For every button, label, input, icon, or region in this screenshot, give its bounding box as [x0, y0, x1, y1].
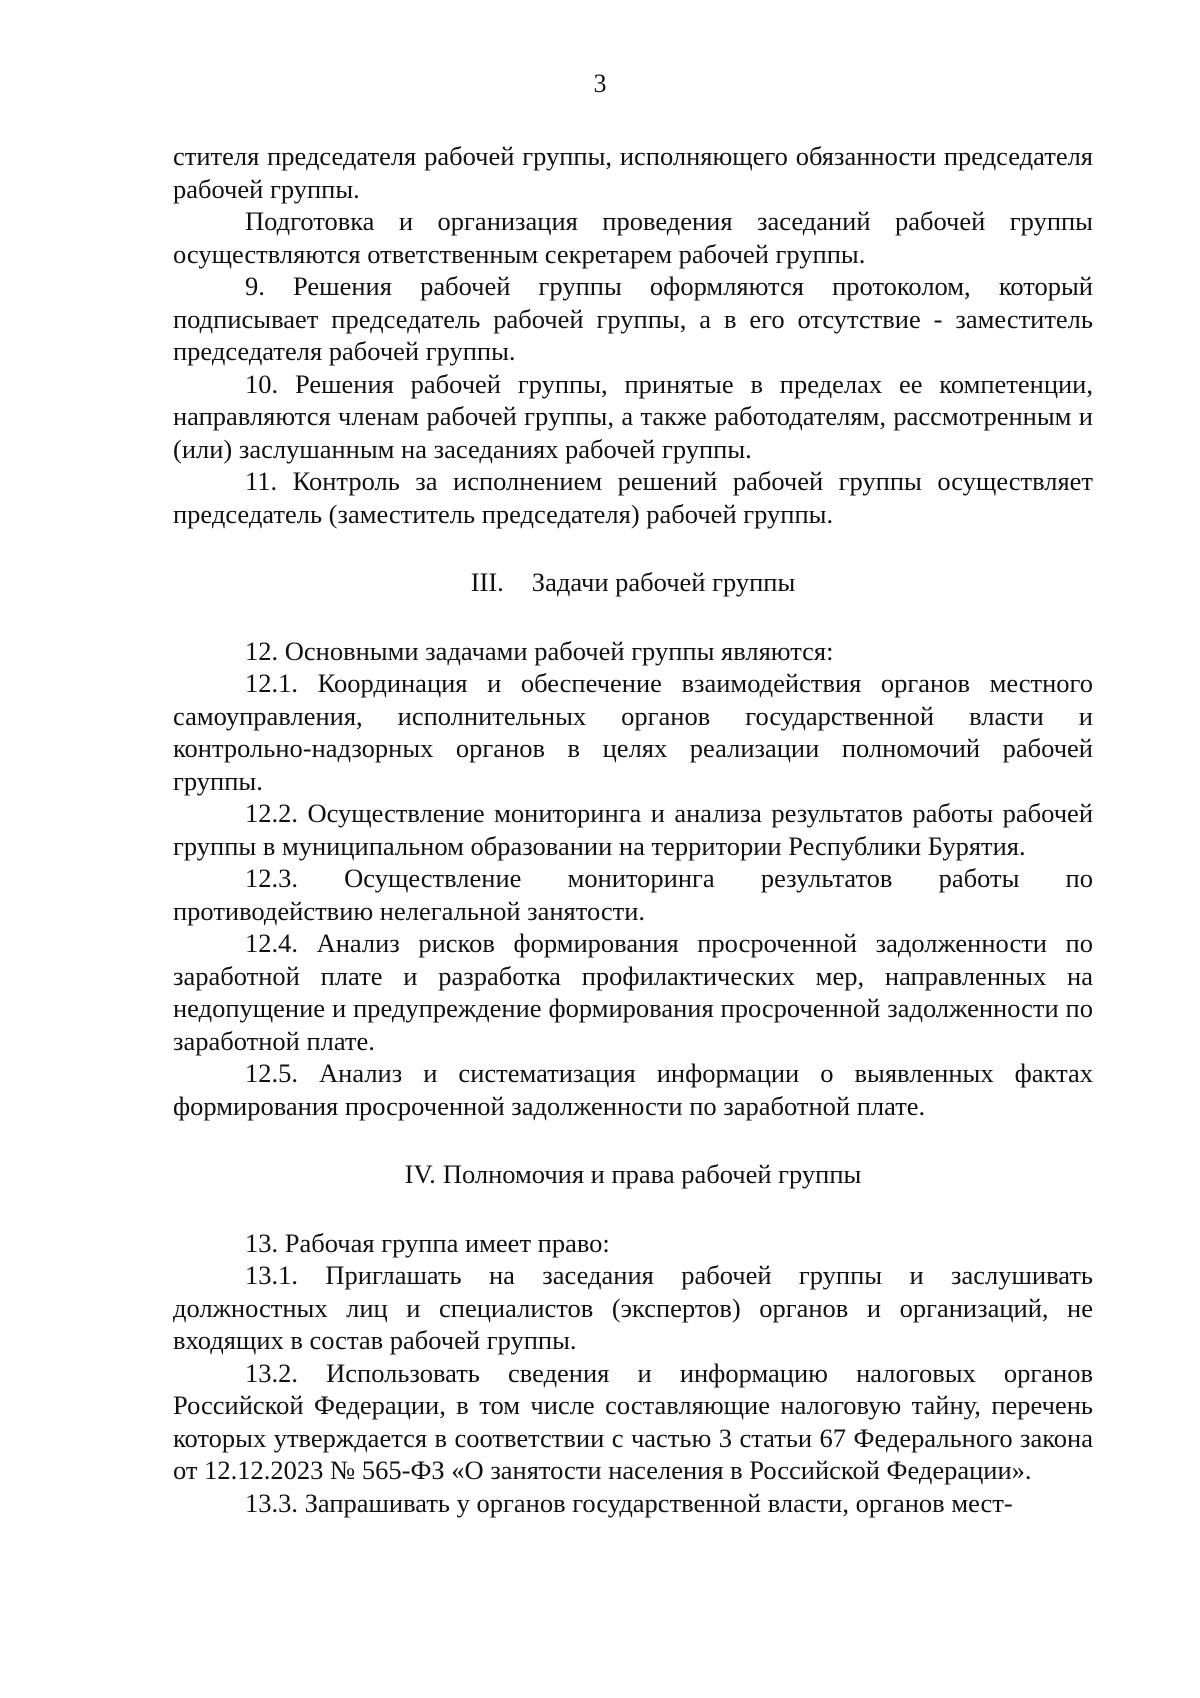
- section-heading-4: [173, 1158, 1093, 1191]
- paragraph-13: 13. Рабочая группа имеет право:: [245, 1227, 610, 1258]
- paragraph-preparation: Подготовка и организация проведения заседаний рабочей группы осуществляются ответственным секретарем рабочей группы.: [173, 206, 1093, 269]
- paragraph-13-1: 13.1. Приглашать на заседания рабочей группы и заслушивать должностных лиц и специалистов (экспертов) органов и организаций, не входящих в состав рабочей группы.: [173, 1260, 1093, 1355]
- paragraph-10: 10. Решения рабочей группы, принятые в пределах ее компетенции, направляются членам рабочей группы, а также работодателям, рассмотренным и (или) заслушанным на заседаниях рабочей группы.: [173, 368, 1093, 464]
- section-title-3: Задачи рабочей группы: [531, 567, 796, 597]
- page-number: 3: [593, 69, 607, 98]
- section-number-4: IV.: [404, 1159, 436, 1189]
- paragraph-9: 9. Решения рабочей группы оформляются протоколом, который подписывает председатель рабочей группы, а в его отсутствие - заместитель председателя рабочей группы.: [173, 271, 1093, 366]
- paragraph-12-1: 12.1. Координация и обеспечение взаимодействия органов местного самоуправления, исполнительных органов государственной власти и контрольно-надзорных органов в целях реализации полномочий рабочей группы.: [173, 668, 1093, 796]
- paragraph-12-2: 12.2. Осуществление мониторинга и анализа результатов работы рабочей группы в муниципальном образовании на территории Республики Бурятия.: [173, 798, 1093, 861]
- paragraph-13-3: 13.3. Запрашивать у органов государственной власти, органов мест-: [245, 1487, 1013, 1518]
- paragraph-continuation: стителя председателя рабочей группы, исполняющего обязанности председателя рабочей группы.: [173, 141, 1093, 204]
- paragraph-12-4: 12.4. Анализ рисков формирования просроченной задолженности по заработной плате и разработка профилактических мер, направленных на недопущение и предупреждение формирования просроченной задолженности по заработной плате.: [173, 928, 1093, 1056]
- paragraph-13-2: 13.2. Использовать сведения и информацию налоговых органов Российской Федерации, в том числе составляющие налоговую тайну, перечень которых утверждается в соответствии с частью 3 статьи 67 Федерального закона от 12.12.2023 № 565-ФЗ «О занятости населения в Российской Федерации».: [173, 1357, 1093, 1485]
- section-heading-3: [173, 566, 1093, 599]
- paragraph-12-3: 12.3. Осуществление мониторинга результатов работы по противодействию нелегальной занятости.: [173, 863, 1093, 926]
- document-body: [173, 140, 1093, 1519]
- section-title-4: Полномочия и права рабочей группы: [442, 1159, 862, 1189]
- section-number-3: III.: [470, 567, 504, 597]
- paragraph-11: 11. Контроль за исполнением решений рабочей группы осуществляет председатель (заместитель председателя) рабочей группы.: [173, 466, 1093, 529]
- paragraph-12: 12. Основными задачами рабочей группы являются:: [245, 635, 834, 666]
- paragraph-12-5: 12.5. Анализ и систематизация информации о выявленных фактах формирования просроченной задолженности по заработной плате.: [173, 1058, 1093, 1121]
